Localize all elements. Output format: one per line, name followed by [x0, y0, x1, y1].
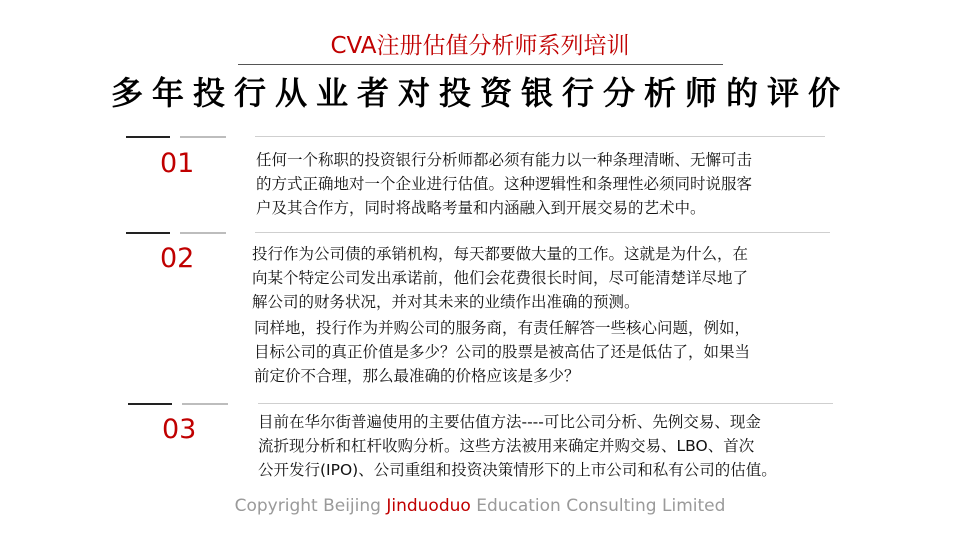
- section-text-divider: [255, 136, 825, 137]
- paragraph-line: 前定价不合理，那么最准确的价格应该是多少？: [254, 367, 580, 385]
- paragraph-line: 任何一个称职的投资银行分析师都必须有能力以一种条理清晰、无懈可击: [256, 151, 753, 169]
- section-marker-light-line: [180, 136, 226, 138]
- paragraph-line: 的方式正确地对一个企业进行估值。这种逻辑性和条理性必须同时说服客: [256, 175, 753, 193]
- paragraph-line: 解公司的财务状况，并对其未来的业绩作出准确的预测。: [252, 293, 640, 311]
- section-text-divider: [255, 232, 830, 233]
- footer-suffix: Education Consulting Limited: [470, 496, 726, 516]
- paragraph-line: 向某个特定公司发出承诺前，他们会花费很长时间，尽可能清楚详尽地了: [252, 269, 749, 287]
- copyright-footer: [0, 493, 960, 519]
- section-marker-dark-line: [126, 232, 170, 234]
- paragraph-line: 同样地，投行作为并购公司的服务商，有责任解答一些核心问题，例如，: [254, 319, 751, 337]
- section-marker-light-line: [182, 403, 228, 405]
- section-paragraph: [254, 316, 750, 388]
- section-number: 01: [160, 148, 195, 179]
- paragraph-line: 目标公司的真正价值是多少？公司的股票是被高估了还是低估了，如果当: [254, 343, 751, 361]
- footer-brand: Jinduoduo: [386, 496, 471, 516]
- section-paragraph: [252, 242, 748, 314]
- page-subtitle: 多年投行从业者对投资银行分析师的评价: [110, 74, 849, 112]
- header-title: CVA注册估值分析师系列培训: [330, 33, 630, 59]
- paragraph-line: 投行作为公司债的承销机构，每天都要做大量的工作。这就是为什么，在: [252, 245, 749, 263]
- section-number: 02: [160, 243, 195, 274]
- paragraph-line: 目前在华尔街普遍使用的主要估值方法----可比公司分析、先例交易、现金: [258, 413, 761, 431]
- section-marker-dark-line: [126, 136, 170, 138]
- section-paragraph: [258, 410, 777, 482]
- section-number: 03: [162, 414, 197, 445]
- header-divider: [238, 64, 723, 65]
- footer-prefix: Copyright Beijing: [234, 496, 387, 516]
- section-marker-dark-line: [128, 403, 172, 405]
- paragraph-line: 户及其合作方，同时将战略考量和内涵融入到开展交易的艺术中。: [256, 199, 706, 217]
- section-paragraph: [256, 148, 752, 220]
- section-text-divider: [258, 403, 833, 404]
- section-marker-light-line: [180, 232, 226, 234]
- paragraph-line: 流折现分析和杠杆收购分析。这些方法被用来确定并购交易、LBO、首次: [258, 437, 755, 455]
- paragraph-line: 公开发行(IPO)、公司重组和投资决策情形下的上市公司和私有公司的估值。: [258, 461, 777, 479]
